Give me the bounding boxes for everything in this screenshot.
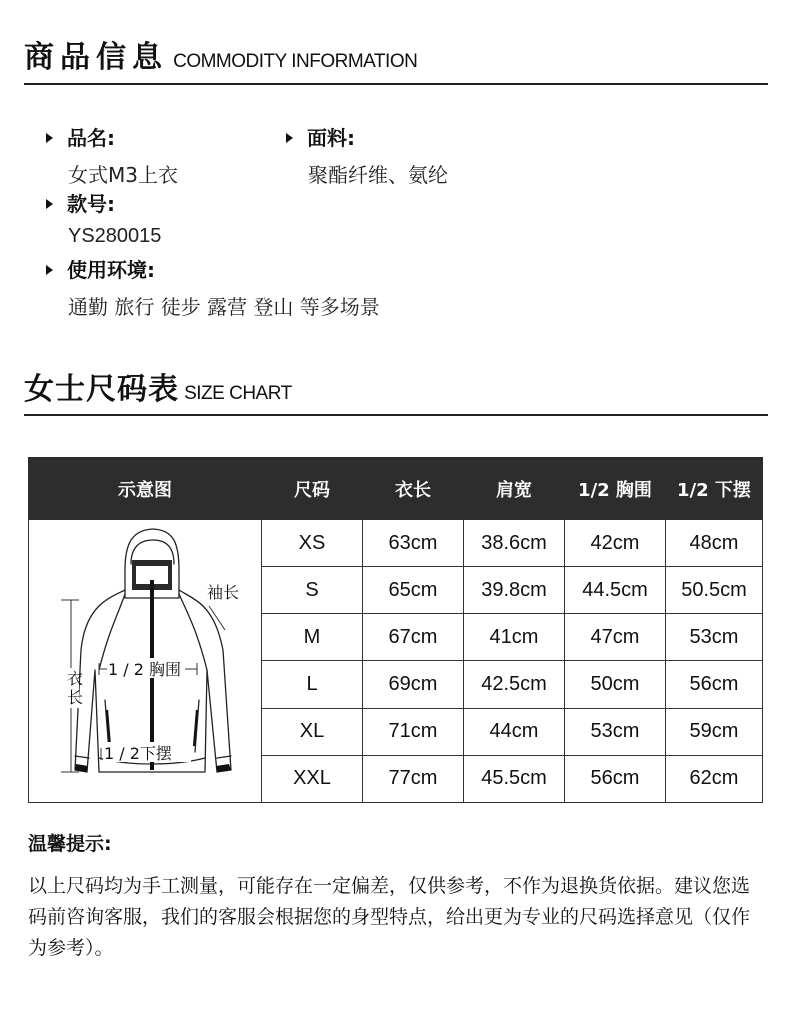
- info-model-value: YS280015: [68, 225, 162, 247]
- size-title-cn: 女士尺码表: [24, 372, 179, 407]
- cell-half-hem: 50.5cm: [666, 567, 763, 614]
- info-usage-label: 使用环境:: [67, 258, 155, 282]
- info-material-label: 面料:: [307, 126, 355, 150]
- cell-shoulder: 42.5cm: [464, 661, 565, 708]
- cell-half-chest: 56cm: [565, 755, 666, 802]
- label-length-2: 长: [67, 688, 84, 707]
- commodity-title-en: COMMODITY INFORMATION: [173, 51, 418, 72]
- table-row: [29, 520, 763, 567]
- cell-half-hem: 53cm: [666, 614, 763, 661]
- header-size: 尺码: [262, 458, 363, 520]
- jacket-diagram: [29, 520, 262, 802]
- cell-half-chest: 50cm: [565, 661, 666, 708]
- size-table-header: [29, 458, 763, 520]
- header-diagram: 示意图: [29, 458, 262, 520]
- cell-length: 65cm: [363, 567, 464, 614]
- cell-length: 63cm: [363, 520, 464, 567]
- cell-half-chest: 42cm: [565, 520, 666, 567]
- cell-half-hem: 62cm: [666, 755, 763, 802]
- bullet-icon: [286, 133, 293, 143]
- info-usage-value: 通勤 旅行 徒步 露营 登山 等多场景: [68, 295, 380, 319]
- header-shoulder: 肩宽: [464, 458, 565, 520]
- cell-length: 69cm: [363, 661, 464, 708]
- label-hem: 1 / 2下摆: [104, 744, 172, 763]
- header-half-chest: 1/2 胸围: [565, 458, 666, 520]
- info-item-model: [46, 188, 161, 248]
- cell-shoulder: 38.6cm: [464, 520, 565, 567]
- cell-shoulder: 41cm: [464, 614, 565, 661]
- commodity-section-title: [24, 32, 417, 76]
- info-model-label: 款号:: [67, 192, 115, 216]
- info-item-usage: [46, 254, 380, 320]
- cell-size: XL: [262, 708, 363, 755]
- cell-size: M: [262, 614, 363, 661]
- info-item-name: [46, 122, 178, 188]
- cell-size: XS: [262, 520, 363, 567]
- size-title-en: SIZE CHART: [184, 383, 292, 404]
- tips-title: 温馨提示:: [28, 833, 112, 855]
- bullet-icon: [46, 133, 53, 143]
- cell-half-hem: 48cm: [666, 520, 763, 567]
- label-sleeve: 袖长: [207, 583, 240, 602]
- size-section-title: [24, 364, 292, 408]
- info-item-material: [286, 122, 448, 188]
- cell-shoulder: 39.8cm: [464, 567, 565, 614]
- cell-half-chest: 53cm: [565, 708, 666, 755]
- cell-size: S: [262, 567, 363, 614]
- size-divider: [24, 414, 768, 416]
- cell-half-chest: 44.5cm: [565, 567, 666, 614]
- info-name-label: 品名:: [67, 126, 115, 150]
- cell-length: 77cm: [363, 755, 464, 802]
- info-name-value: 女式M3上衣: [68, 163, 178, 187]
- bullet-icon: [46, 199, 53, 209]
- cell-shoulder: 44cm: [464, 708, 565, 755]
- tips-body: 以上尺码均为手工测量，可能存在一定偏差，仅供参考，不作为退换货依据。建议您选码前咨询客服，我们的客服会根据您的身型特点，给出更为专业的尺码选择意见（仅作为参考）。: [28, 875, 751, 959]
- info-material-value: 聚酯纤维、氨纶: [308, 163, 448, 187]
- cell-half-hem: 56cm: [666, 661, 763, 708]
- cell-shoulder: 45.5cm: [464, 755, 565, 802]
- cell-length: 67cm: [363, 614, 464, 661]
- cell-size: XXL: [262, 755, 363, 802]
- bullet-icon: [46, 265, 53, 275]
- size-table: [28, 457, 763, 803]
- commodity-divider: [24, 83, 768, 85]
- commodity-title-cn: 商品信息: [24, 40, 168, 75]
- cell-half-chest: 47cm: [565, 614, 666, 661]
- label-chest: 1 / 2 胸围: [108, 660, 182, 679]
- cell-half-hem: 59cm: [666, 708, 763, 755]
- header-half-hem: 1/2 下摆: [666, 458, 763, 520]
- header-length: 衣长: [363, 458, 464, 520]
- label-length-1: 衣: [67, 669, 84, 688]
- cell-size: L: [262, 661, 363, 708]
- jacket-diagram-cell: [29, 520, 262, 803]
- cell-length: 71cm: [363, 708, 464, 755]
